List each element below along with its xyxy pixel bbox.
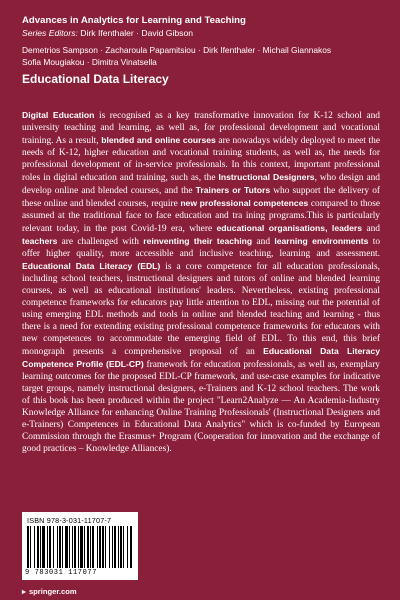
barcode-bar [118,526,119,568]
blurb-emphasis: Digital Education [22,110,95,120]
barcode-digits: 9 783031 117077 [25,569,98,577]
barcode-bar [62,526,63,568]
barcode-bar [27,526,29,568]
blurb-emphasis: new professional competences [180,198,309,208]
blurb-emphasis: Educational Data Literacy (EDL) [22,261,161,271]
blurb-text: , who design and develop online and blended courses, and the [22,173,380,196]
blurb-text: are challenged with [57,237,144,247]
barcode-bar [92,526,94,568]
barcode-bar [105,526,106,568]
blurb-text: compared to those assumed at the traditional face to face education and tra ining programs.This is particularly relevant today, in the post Covid-19 era, where [22,199,381,234]
barcode-bar [87,526,89,568]
barcode-bar [65,526,68,568]
barcode-bar [34,526,35,568]
barcode-bar [57,526,58,568]
barcode-bar [37,526,39,568]
blurb-emphasis: reinventing their teaching [143,236,253,246]
blurb-emphasis: learning environments [274,236,369,246]
barcode-bar [120,526,122,568]
series-editors [22,27,382,39]
blurb-text: and [252,237,275,247]
barcode-bar [47,526,48,568]
blurb-text: is a core competence for all education professionals, including school teachers, instructional designers and tutors of online and blended learning courses, as well as educational institutions' leaders. Nevertheless, existing professional competence frameworks for educators pay little attention to EDL, missing out the potential of using emerging EDL methods and tools in online and blended teaching and learning - thus there is a need for extending existing professional competence frameworks for educators with new competences to accommodate the emerging field of EDL. To this end, this brief monograph presents a comprehensive proposal of an [22,262,380,357]
barcode-bar [42,526,45,568]
series-editors-names: Dirk Ifenthaler · David Gibson [80,28,193,38]
barcode-bar [97,526,98,568]
barcode-bar [74,526,76,568]
blurb-emphasis: teachers [22,236,58,246]
blurb-emphasis: Educational Data Literacy Competence Profile (EDL-CP) [22,346,380,369]
barcode-bar [49,526,51,568]
arrow-right-icon: ▸ [22,587,26,596]
blurb-text: framework for education professionals, as well as, exemplary learning outcomes for the proposed EDL-CP framework, and use-case examples for indicative target groups, namely instructional designers, e-Trainers and K-12 school teachers. The work of this book has been produced within the project "Learn2Analyze — An Academia-Industry Knowledge Alliance for enhancing Online Training Professionals' (Instructional Designers and e-Trainers) Competences in Educational Data Analytics" which is co-funded by European Commission through the Erasmus+ Program (Cooperation for innovation and the exchange of good practices – Knowledge Alliances). [22,360,380,454]
blurb-text: to offer higher quality, more accessible and inclusive teaching, learning and assessment. [22,237,381,259]
barcode [27,526,133,568]
barcode-bar [127,526,128,568]
barcode-bar [130,526,132,568]
blurb-emphasis: blended and online courses [101,135,216,145]
barcode-bar [80,526,83,568]
barcode-bar [102,526,104,568]
barcode-bar [69,526,70,568]
authors-line-1: Demetrios Sampson · Zacharoula Papamitsiou · Dirk Ifenthaler · Michail Giannakos [22,45,332,55]
series-title: Advances in Analytics for Learning and Teaching [22,15,246,26]
blurb-emphasis: educational organisations, leaders [216,223,363,233]
barcode-bar [90,526,91,568]
barcode-bar [78,526,79,568]
back-cover-blurb [22,109,380,455]
barcode-bar [30,526,31,568]
publisher-website[interactable] [22,587,77,596]
blurb-text: are nowadays widely deployed to meet the needs of K-12, higher education and vocational training students, as well as, the needs for professional development of in-service professionals. In this context, important professional roles in digital education and training, such as, the [22,136,380,183]
website-url: springer.com [28,587,77,596]
barcode-bar [40,526,41,568]
blurb-emphasis: Instructional Designers [218,172,315,182]
authors [22,44,382,68]
barcode-bar [72,526,73,568]
blurb-text: and [362,224,380,234]
isbn-barcode-label [22,512,138,580]
barcode-bar [123,526,124,568]
series-editors-label: Series Editors: [22,28,78,38]
blurb-emphasis: Trainers or Tutors [195,185,271,195]
blurb-text: who support the delivery of these online and blended courses, require [22,186,380,209]
barcode-bar [109,526,110,568]
isbn-number: ISBN 978-3-031-11707-7 [27,516,112,525]
cover-header [22,15,382,86]
blurb-text: is recognised as a key transformative innovation for K-12 school and university teaching and learning, as well as, for professional development and vocational training. As a result, [22,111,380,146]
barcode-bar [114,526,116,568]
barcode-bar [99,526,101,568]
barcode-bar [84,526,85,568]
barcode-bar [59,526,61,568]
barcode-bar [53,526,54,568]
barcode-bar [112,526,113,568]
book-title: Educational Data Literacy [22,72,169,86]
authors-line-2: Sofia Mougiakou · Dimitra Vinatsella [22,57,157,67]
